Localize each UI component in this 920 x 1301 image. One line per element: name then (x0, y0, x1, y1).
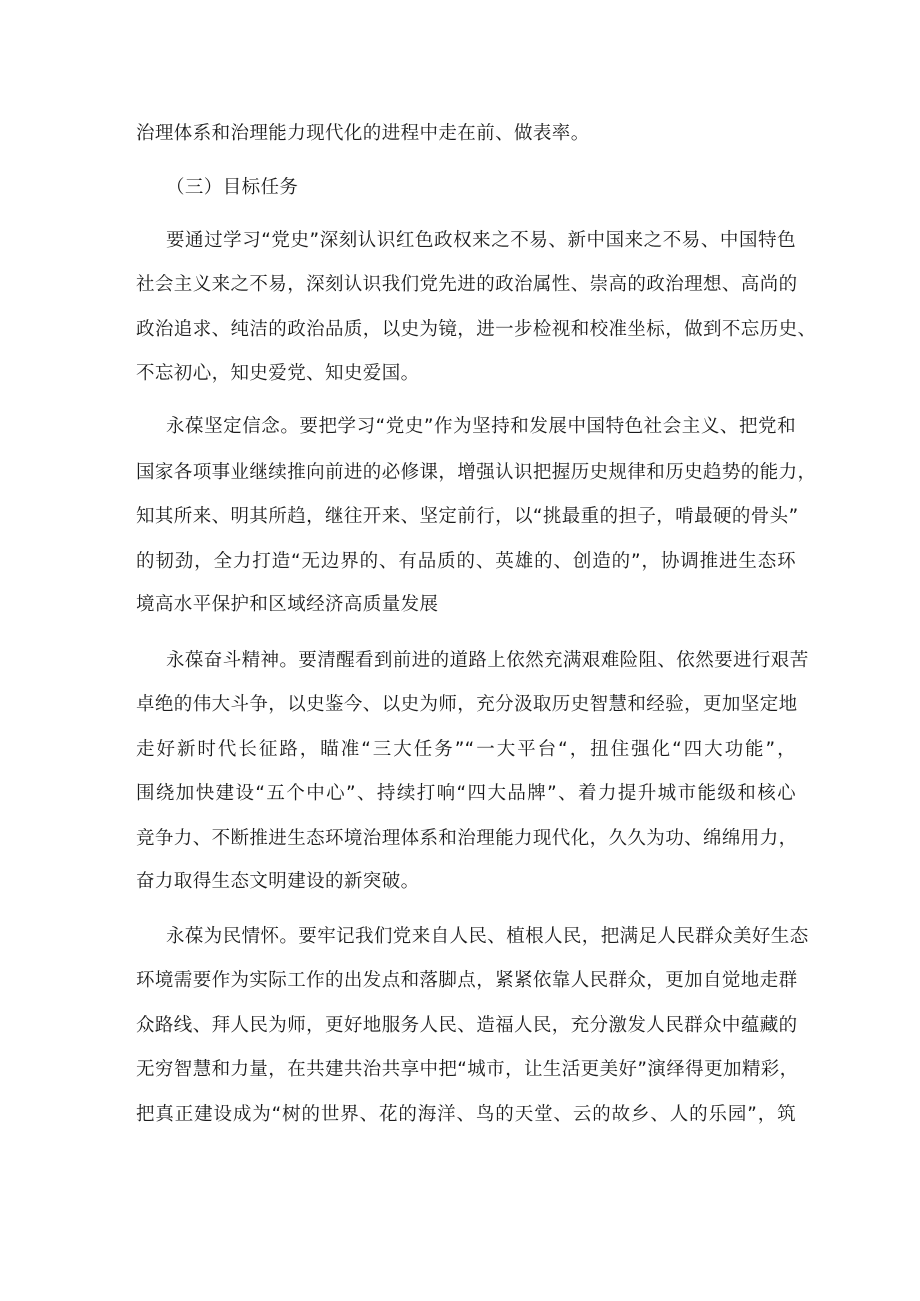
paragraph-line: 永葆奋斗精神。要清醒看到前进的道路上依然充满艰难险阻、依然要进行艰苦 (166, 650, 809, 671)
paragraph-line: 境高水平保护和区域经济高质量发展 (136, 594, 439, 615)
paragraph-line: 走好新时代长征路，瞄准“三大任务”“一大平台“，扭住强化“四大功能”， (136, 739, 796, 760)
paragraph-line: 要通过学习“党史”深刻认识红色政权来之不易、新中国来之不易、中国特色 (166, 230, 796, 251)
continuation-line: 治理体系和治理能力现代化的进程中走在前、做表率。 (136, 123, 590, 144)
paragraph-line: 永葆坚定信念。要把学习“党史”作为坚持和发展中国特色社会主义、把党和 (166, 416, 796, 437)
section-heading: （三）目标任务 (166, 177, 299, 198)
paragraph-line: 把真正建设成为“树的世界、花的海洋、鸟的天堂、云的故乡、人的乐园”，筑 (136, 1104, 796, 1125)
paragraph-line: 国家各项事业继续推向前进的必修课，增强认识把握历史规律和历史趋势的能力， (136, 462, 817, 483)
paragraph-line: 围绕加快建设“五个中心”、持续打响“四大品牌”、着力提升城市能级和核心 (136, 783, 796, 804)
paragraph-line: 不忘初心，知史爱党、知史爱国。 (136, 363, 420, 384)
paragraph-line: 奋力取得生态文明建设的新突破。 (136, 871, 420, 892)
paragraph-line: 无穷智慧和力量，在共建共治共享中把“城市，让生活更美好”演绎得更加精彩， (136, 1059, 799, 1080)
paragraph-line: 社会主义来之不易，深刻认识我们党先进的政治属性、崇高的政治理想、高尚的 (136, 274, 798, 295)
paragraph-line: 永葆为民情怀。要牢记我们党来自人民、植根人民，把满足人民群众美好生态 (166, 926, 809, 947)
paragraph-line: 众路线、拜人民为师，更好地服务人民、造福人民，充分激发人民群众中蕴藏的 (136, 1015, 798, 1036)
paragraph-line: 的韧劲，全力打造“无边界的、有品质的、英雄的、创造的”，协调推进生态环 (136, 551, 796, 572)
paragraph-line: 竞争力、不断推进生态环境治理体系和治理能力现代化，久久为功、绵绵用力， (136, 828, 798, 849)
paragraph-line: 环境需要作为实际工作的出发点和落脚点，紧紧依靠人民群众，更加自觉地走群 (136, 970, 798, 991)
paragraph-line: 政治追求、纯洁的政治品质，以史为镜，进一步检视和校准坐标，做到不忘历史、 (136, 319, 817, 340)
paragraph-line: 知其所来、明其所趋，继往开来、坚定前行，以“挑最重的担子，啃最硬的骨头” (136, 506, 799, 527)
paragraph-line: 卓绝的伟大斗争，以史鉴今、以史为师，充分汲取历史智慧和经验，更加坚定地 (136, 694, 798, 715)
